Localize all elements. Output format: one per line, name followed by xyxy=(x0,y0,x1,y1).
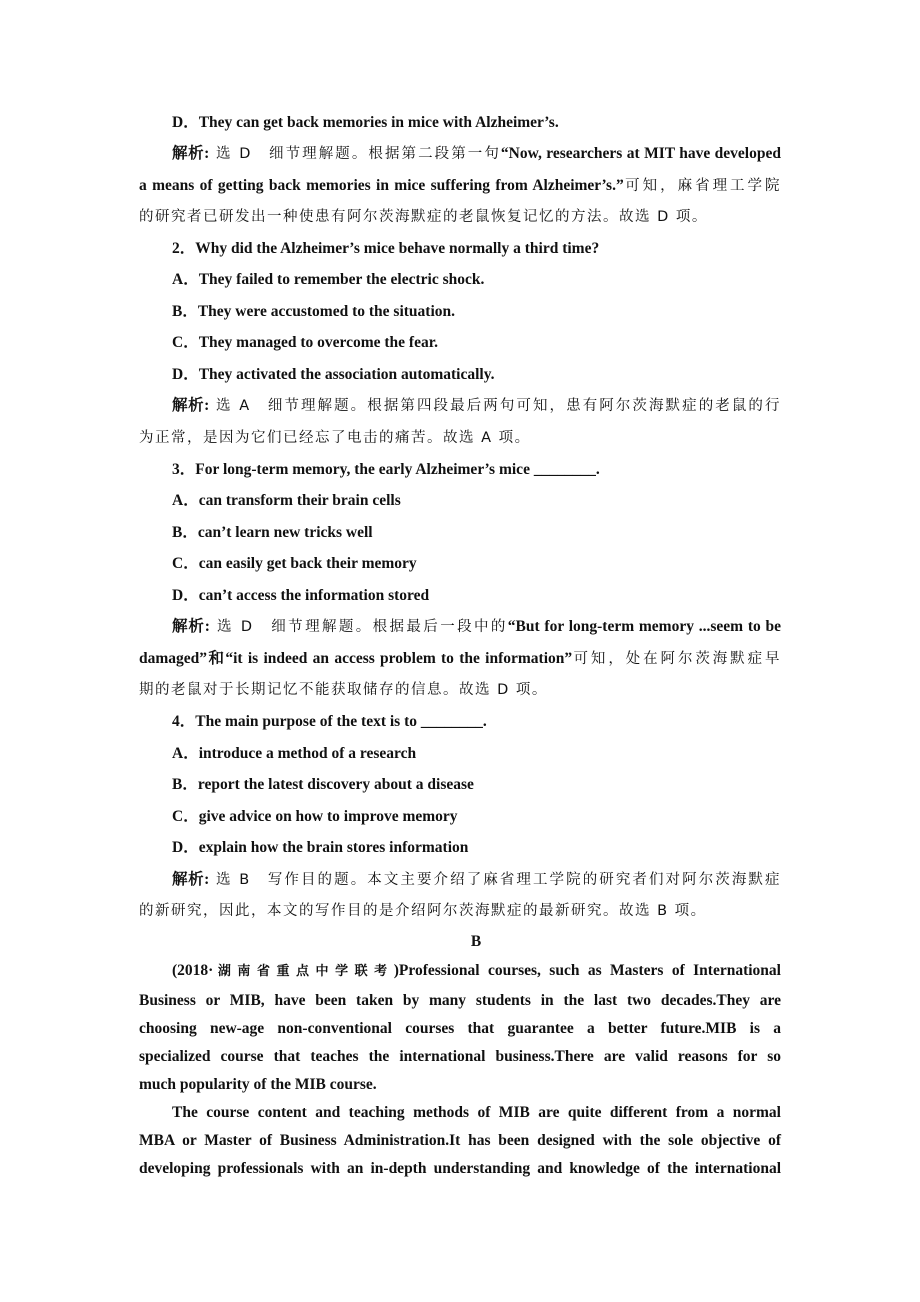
analysis-quote-en: “Now, researchers at MIT have developed xyxy=(500,145,781,162)
q2-option-a: A．They failed to remember the electric shock. xyxy=(172,271,485,288)
q4-option-b: B．report the latest discovery about a disease xyxy=(172,776,474,793)
q3-option-a: A．can transform their brain cells xyxy=(172,492,401,509)
analysis-text-cn: 选 D 细节理解题。根据第二段第一句 xyxy=(209,146,501,162)
q2-question: 2．Why did the Alzheimer’s mice behave normally a third time? xyxy=(172,240,600,257)
analysis-quote-en: a means of getting back memories in mice suffering from Alzheimer’s.” xyxy=(139,177,624,194)
q1-analysis-line-2 xyxy=(139,176,781,196)
q1-option-d: D．They can get back memories in mice with Alzheimer’s. xyxy=(172,114,559,131)
para-text: Professional courses, such as Masters of International xyxy=(398,962,781,979)
analysis-text-cn: 可知，麻省理工学院 xyxy=(623,178,782,194)
q2-option-b: B．They were accustomed to the situation. xyxy=(172,303,455,320)
analysis-text-cn: 可知，处在阿尔茨海默症早 xyxy=(572,651,781,667)
section-heading: B xyxy=(470,933,482,950)
q1-analysis-line-1 xyxy=(172,144,781,164)
analysis-quote-en: “But for long-term memory ...seem to be xyxy=(507,618,782,635)
source-cn: 湖南省重点中学联考 xyxy=(213,964,394,979)
analysis-text-cn: 为正常，是因为它们已经忘了电击的痛苦。故选 A 项。 xyxy=(139,430,531,446)
passage-b-para1-line-1 xyxy=(172,961,781,982)
analysis-label: 解析: xyxy=(172,397,210,414)
q4-option-a: A．introduce a method of a research xyxy=(172,745,417,762)
q3-analysis-line-1 xyxy=(172,617,781,637)
q3-option-c: C．can easily get back their memory xyxy=(172,555,417,572)
q3-analysis-line-3 xyxy=(139,680,781,700)
q3-option-d: D．can’t access the information stored xyxy=(172,587,430,604)
analysis-text-cn: 选 D 细节理解题。根据最后一段中的 xyxy=(209,619,508,635)
passage-b-para2-line-3: developing professionals with an in-depth understanding and knowledge of the international xyxy=(139,1160,781,1177)
q2-analysis-line-2 xyxy=(139,428,781,448)
passage-b-para1-line-4: specialized course that teaches the international business.There are valid reasons for so xyxy=(139,1048,781,1065)
source-suffix: ) xyxy=(393,962,399,979)
passage-b-para1-line-5: much popularity of the MIB course. xyxy=(139,1076,377,1093)
q4-option-c: C．give advice on how to improve memory xyxy=(172,808,458,825)
q3-analysis-line-2 xyxy=(139,649,781,669)
analysis-label: 解析: xyxy=(172,145,210,162)
q4-question: 4．The main purpose of the text is to ________. xyxy=(172,713,487,730)
passage-b-para1-line-3: choosing new-age non-conventional courses that guarantee a better future.MIB is a xyxy=(139,1020,781,1037)
q4-analysis-line-1 xyxy=(172,870,781,890)
q2-option-c: C．They managed to overcome the fear. xyxy=(172,334,439,351)
analysis-text-cn: 选 B 写作目的题。本文主要介绍了麻省理工学院的研究者们对阿尔茨海默症 xyxy=(209,872,781,888)
source-prefix: (2018· xyxy=(172,962,214,979)
passage-b-para2-line-1: The course content and teaching methods of MIB are quite different from a normal xyxy=(172,1104,781,1121)
passage-b-para2-line-2: MBA or Master of Business Administration.It has been designed with the sole objective of xyxy=(139,1132,781,1149)
passage-b-para1-line-2: Business or MIB, have been taken by many students in the last two decades.They are xyxy=(139,992,781,1009)
q3-option-b: B．can’t learn new tricks well xyxy=(172,524,373,541)
q4-option-d: D．explain how the brain stores information xyxy=(172,839,469,856)
q3-question: 3．For long-term memory, the early Alzheimer’s mice ________. xyxy=(172,461,600,478)
q4-analysis-line-2 xyxy=(139,901,781,921)
analysis-label: 解析: xyxy=(172,871,210,888)
analysis-text-cn: 的研究者已研发出一种使患有阿尔茨海默症的老鼠恢复记忆的方法。故选 D 项。 xyxy=(139,209,708,225)
analysis-label: 解析: xyxy=(172,618,210,635)
q2-option-d: D．They activated the association automatically. xyxy=(172,366,495,383)
analysis-text-cn: 的新研究，因此，本文的写作目的是介绍阿尔茨海默症的最新研究。故选 B 项。 xyxy=(139,903,707,919)
q2-analysis-line-1 xyxy=(172,396,781,416)
q1-analysis-line-3 xyxy=(139,207,781,227)
analysis-text-cn: 期的老鼠对于长期记忆不能获取储存的信息。故选 D 项。 xyxy=(139,682,548,698)
analysis-text-cn: 选 A 细节理解题。根据第四段最后两句可知，患有阿尔茨海默症的老鼠的行 xyxy=(209,398,781,414)
analysis-quote-en: damaged”和“it is indeed an access problem to the information” xyxy=(139,650,573,667)
